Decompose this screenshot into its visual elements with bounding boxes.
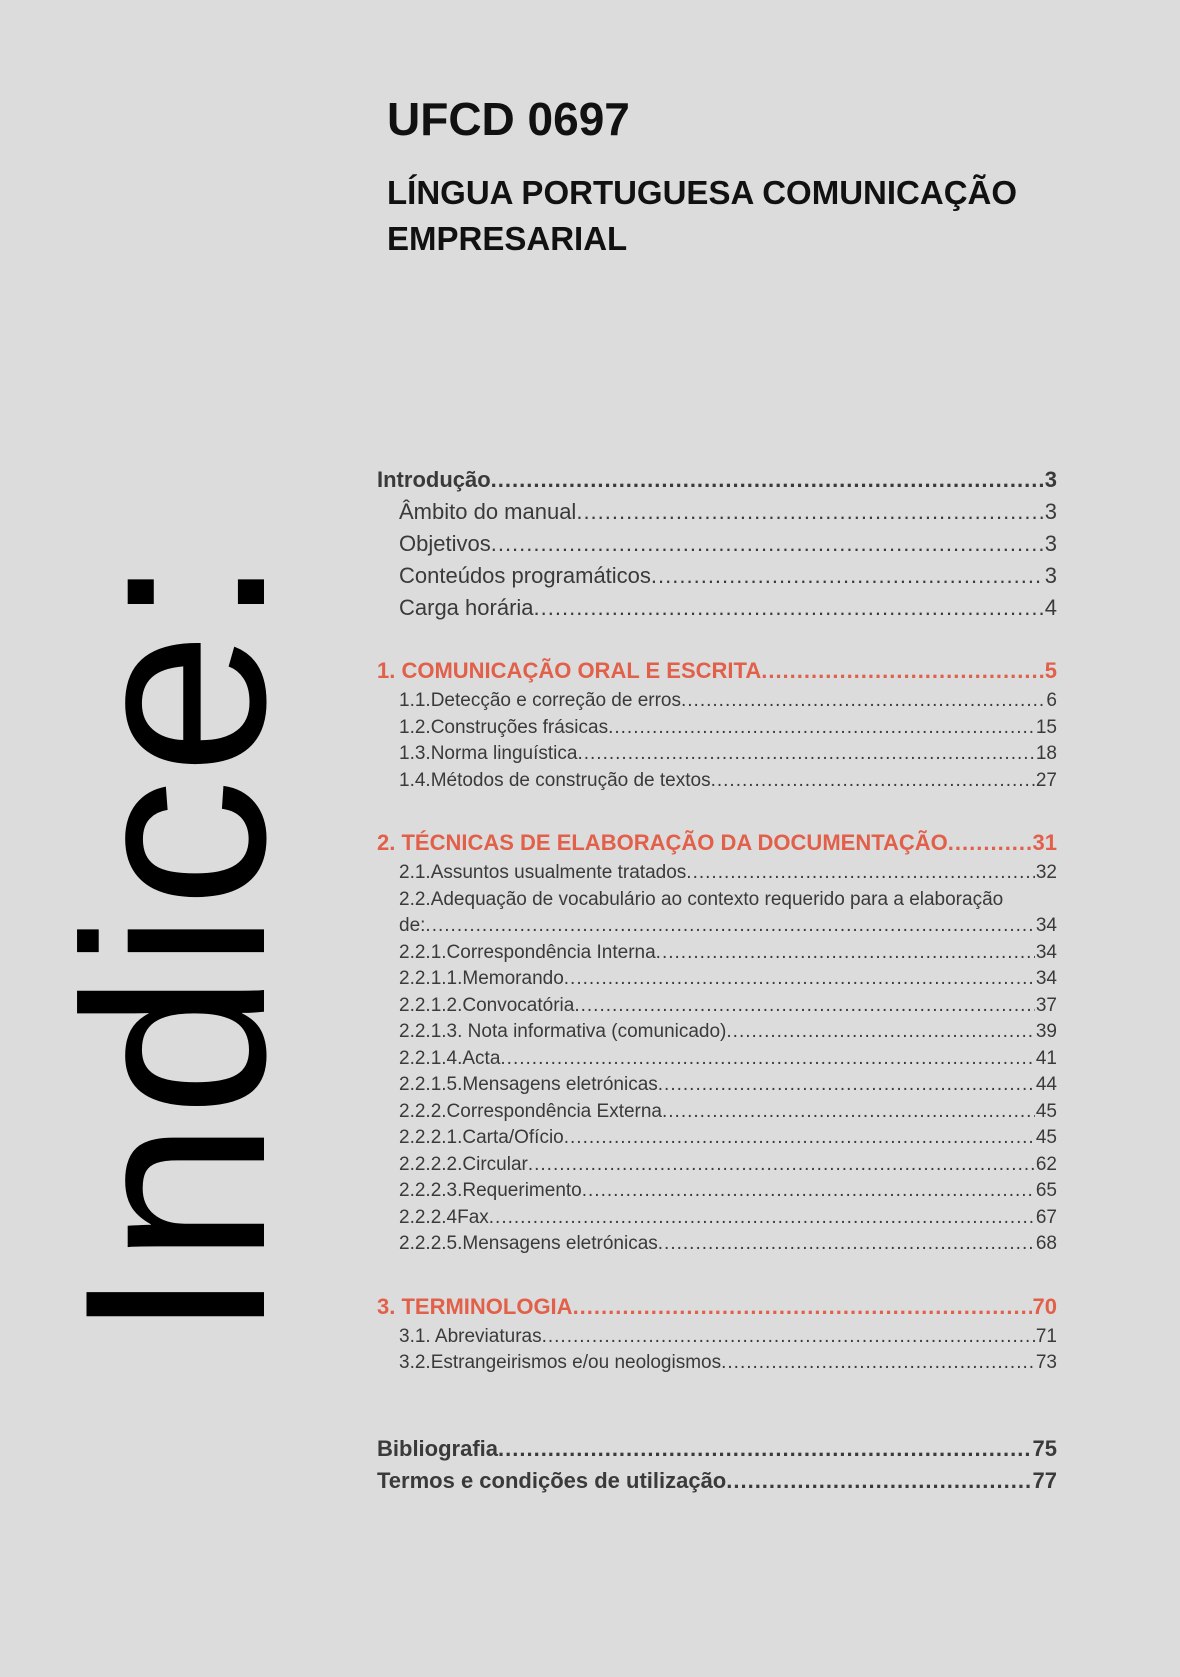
toc-entry-title: Conteúdos programáticos bbox=[399, 563, 651, 588]
toc-entry-title: 2.2.1.1.Memorando bbox=[399, 968, 564, 989]
toc-entry-title: 1.2.Construções frásicas bbox=[399, 716, 609, 738]
toc-entry[interactable] bbox=[377, 1178, 1057, 1205]
toc-entry[interactable] bbox=[377, 496, 1057, 528]
toc-entry[interactable] bbox=[377, 1046, 1057, 1073]
toc-leader-dots bbox=[576, 496, 1043, 528]
toc-entry-introducao[interactable] bbox=[377, 464, 1057, 496]
toc-entry[interactable] bbox=[377, 1019, 1057, 1046]
toc-entry-page: 34 bbox=[1035, 968, 1057, 989]
toc-entry-page: 68 bbox=[1035, 1233, 1057, 1254]
toc-entry-title: 2.1.Assuntos usualmente tratados bbox=[399, 862, 687, 883]
toc-leader-dots bbox=[651, 560, 1044, 592]
toc-leader-dots bbox=[577, 741, 1034, 768]
toc-entry-title: 3. TERMINOLOGIA bbox=[377, 1293, 573, 1319]
toc-section-1[interactable] bbox=[377, 654, 1057, 688]
toc-entry-title: 2.2.1.5.Mensagens eletrónicas bbox=[399, 1074, 658, 1095]
toc-entry-page: 41 bbox=[1035, 1047, 1057, 1069]
toc-leader-dots bbox=[528, 1152, 1035, 1179]
toc-entry-title: Bibliografia bbox=[377, 1435, 499, 1461]
toc-entry[interactable] bbox=[377, 560, 1057, 592]
toc-entry-bibliografia[interactable] bbox=[377, 1433, 1057, 1465]
table-of-contents bbox=[377, 464, 1057, 1497]
toc-leader-dots bbox=[681, 688, 1045, 715]
toc-entry-page: 39 bbox=[1035, 1021, 1057, 1042]
toc-entry-page: 4 bbox=[1044, 595, 1057, 620]
toc-leader-dots bbox=[542, 1324, 1035, 1351]
toc-section-2[interactable] bbox=[377, 826, 1057, 860]
toc-entry-title: 2.2.2.2.Circular bbox=[399, 1153, 528, 1175]
course-code: UFCD 0697 bbox=[387, 93, 630, 145]
toc-entry-page: 45 bbox=[1035, 1127, 1057, 1148]
toc-leader-dots bbox=[489, 1205, 1035, 1232]
toc-leader-dots bbox=[491, 528, 1044, 560]
toc-entry-page: 73 bbox=[1035, 1352, 1057, 1373]
toc-entry[interactable] bbox=[377, 993, 1057, 1020]
toc-entry-page: 34 bbox=[1035, 941, 1057, 963]
toc-entry-page: 71 bbox=[1035, 1325, 1057, 1347]
toc-entry-title: 2.2.2.4Fax bbox=[399, 1206, 489, 1228]
toc-entry-page: 18 bbox=[1035, 743, 1057, 764]
course-title-line1: LÍNGUA PORTUGUESA COMUNICAÇÃO bbox=[387, 174, 1018, 211]
toc-entry[interactable] bbox=[377, 768, 1057, 795]
toc-entry-page: 37 bbox=[1035, 994, 1057, 1016]
toc-entry-title: Âmbito do manual bbox=[399, 499, 577, 524]
toc-entry[interactable] bbox=[377, 1231, 1057, 1258]
toc-entry-title: 3.1. Abreviaturas bbox=[399, 1325, 542, 1347]
toc-entry-title: 2. TÉCNICAS DE ELABORAÇÃO DA DOCUMENTAÇÃO bbox=[377, 830, 948, 855]
toc-leader-dots bbox=[498, 1433, 1032, 1465]
toc-entry-page: 27 bbox=[1035, 769, 1057, 791]
toc-leader-dots bbox=[608, 715, 1035, 742]
toc-entry-wrapped-line[interactable]: 2.2.Adequação de vocabulário ao contexto requerido para a elaboração bbox=[399, 888, 1004, 910]
toc-entry-title: 2.2.2.3.Requerimento bbox=[399, 1180, 582, 1201]
toc-entry-title: Carga horária bbox=[399, 595, 534, 620]
toc-entry-page: 62 bbox=[1035, 1153, 1057, 1175]
toc-entry-title: 1. COMUNICAÇÃO ORAL E ESCRITA bbox=[377, 658, 762, 683]
toc-entry[interactable] bbox=[377, 1205, 1057, 1232]
toc-entry-page: 45 bbox=[1035, 1100, 1057, 1122]
toc-entry[interactable] bbox=[377, 1350, 1057, 1377]
toc-leader-dots bbox=[534, 592, 1044, 624]
toc-entry-title: 1.4.Métodos de construção de textos bbox=[399, 769, 711, 791]
toc-entry-page: 65 bbox=[1035, 1180, 1057, 1201]
toc-leader-dots bbox=[948, 826, 1032, 860]
toc-entry[interactable] bbox=[377, 1099, 1057, 1126]
toc-entry[interactable] bbox=[377, 1125, 1057, 1152]
toc-section-3[interactable] bbox=[377, 1290, 1057, 1324]
toc-leader-dots bbox=[662, 1099, 1035, 1126]
side-title: Indice: bbox=[30, 551, 319, 1340]
toc-leader-dots bbox=[658, 1072, 1035, 1099]
toc-entry-title: Introdução bbox=[377, 467, 491, 492]
toc-entry-page: 3 bbox=[1044, 467, 1057, 492]
toc-entry-page: 70 bbox=[1032, 1293, 1057, 1319]
toc-leader-dots bbox=[726, 1465, 1031, 1497]
toc-entry-page: 5 bbox=[1044, 658, 1057, 683]
toc-leader-dots bbox=[491, 464, 1044, 496]
toc-entry[interactable] bbox=[377, 741, 1057, 768]
toc-entry-title: 3.2.Estrangeirismos e/ou neologismos bbox=[399, 1352, 722, 1373]
toc-entry-page: 6 bbox=[1046, 690, 1057, 711]
toc-entry-title: 2.2.2.1.Carta/Ofício bbox=[399, 1127, 564, 1148]
toc-entry-title: 2.2.1.3. Nota informativa (comunicado) bbox=[399, 1021, 727, 1042]
toc-leader-dots bbox=[721, 1350, 1035, 1377]
toc-leader-dots bbox=[564, 966, 1035, 993]
toc-leader-dots bbox=[726, 1019, 1034, 1046]
toc-entry[interactable] bbox=[377, 592, 1057, 624]
toc-entry-page: 44 bbox=[1035, 1074, 1057, 1095]
toc-entry-page: 31 bbox=[1032, 830, 1057, 855]
toc-entry-title: de: bbox=[399, 915, 426, 936]
toc-entry-page: 3 bbox=[1044, 563, 1057, 588]
toc-entry-page: 75 bbox=[1032, 1435, 1057, 1461]
toc-entry-page: 3 bbox=[1044, 531, 1057, 556]
toc-leader-dots bbox=[573, 1290, 1032, 1324]
toc-leader-dots bbox=[658, 1231, 1035, 1258]
toc-entry[interactable] bbox=[377, 1072, 1057, 1099]
toc-leader-dots bbox=[574, 993, 1035, 1020]
toc-entry-title: 1.3.Norma linguística bbox=[399, 743, 578, 764]
toc-entry-termos[interactable] bbox=[377, 1465, 1057, 1497]
course-title-line2: EMPRESARIAL bbox=[387, 220, 628, 257]
toc-leader-dots bbox=[686, 860, 1035, 887]
toc-entry-title: 2.2.2.5.Mensagens eletrónicas bbox=[399, 1233, 658, 1254]
toc-entry[interactable] bbox=[377, 940, 1057, 967]
toc-leader-dots bbox=[711, 768, 1035, 795]
toc-entry-page: 77 bbox=[1032, 1467, 1057, 1493]
toc-entry-title: 1.1.Detecção e correção de erros bbox=[399, 690, 681, 711]
toc-entry-title: 2.2.2.Correspondência Externa bbox=[399, 1100, 662, 1122]
toc-entry-title: Termos e condições de utilização bbox=[377, 1467, 727, 1493]
toc-entry-page: 3 bbox=[1044, 499, 1057, 524]
toc-entry[interactable] bbox=[377, 715, 1057, 742]
toc-leader-dots bbox=[582, 1178, 1035, 1205]
toc-leader-dots bbox=[564, 1125, 1035, 1152]
toc-entry-page: 32 bbox=[1035, 862, 1057, 883]
toc-leader-dots bbox=[425, 913, 1034, 940]
toc-entry[interactable] bbox=[377, 1152, 1057, 1179]
toc-entry[interactable] bbox=[377, 860, 1057, 887]
toc-entry-title: 2.2.1.Correspondência Interna bbox=[399, 941, 656, 963]
toc-entry[interactable] bbox=[377, 1324, 1057, 1351]
toc-entry-page: 67 bbox=[1035, 1206, 1057, 1228]
toc-entry-title: 2.2.1.2.Convocatória bbox=[399, 994, 575, 1016]
course-title bbox=[387, 170, 1087, 262]
toc-entry[interactable] bbox=[377, 528, 1057, 560]
toc-entry[interactable] bbox=[377, 688, 1057, 715]
toc-entry-title: 2.2.1.4.Acta bbox=[399, 1047, 501, 1069]
toc-entry-page: 34 bbox=[1035, 915, 1057, 936]
toc-leader-dots bbox=[656, 940, 1035, 967]
toc-leader-dots bbox=[761, 654, 1044, 688]
toc-entry[interactable] bbox=[377, 966, 1057, 993]
toc-entry-title: Objetivos bbox=[399, 531, 491, 556]
toc-leader-dots bbox=[500, 1046, 1034, 1073]
toc-entry-page: 15 bbox=[1035, 716, 1057, 738]
toc-entry[interactable] bbox=[377, 913, 1057, 940]
